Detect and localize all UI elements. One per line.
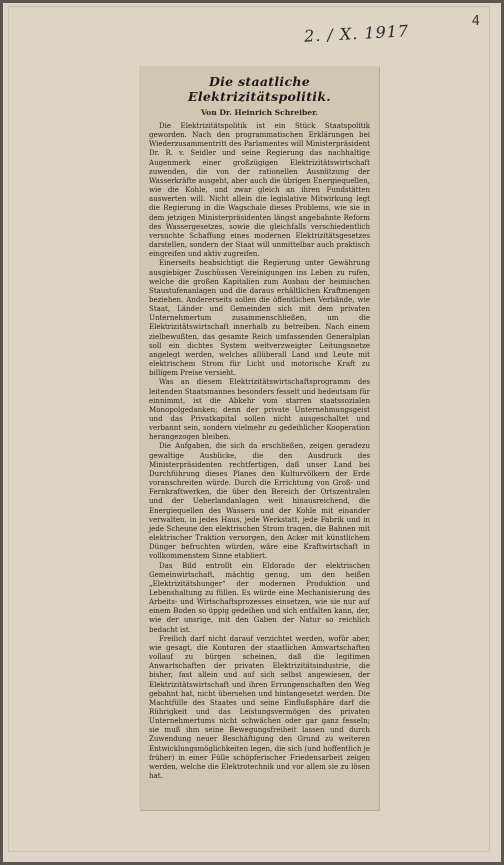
article-paragraph: Das Bild entrollt ein Eldorado der elektrischen Gemeinwirtschaft, mächtig genug, um den heißen „Elektrizitätshunger“ der modernen Produktion und Lebenshaltung zu füllen. Es würde eine Mechanisierung des Arbeits- und Wirtschaftsprozesses einsetzen, wie sie nur auf einem Boden so üppig gedeihen und sich entfalten kann, der, wie der unsrige, mit den Gaben der Natur so reichlich bedacht ist.	[149, 560, 370, 634]
handwritten-date: 2. / X. 1917	[303, 21, 410, 46]
article-paragraph: Freilich darf nicht darauf verzichtet werden, wofür aber, wie gesagt, die Konturen der staatlichen Amwartschaften vollauf zu bürgen scheinen, daß die legitimen Anwartschaften der privaten Elektrizitätsindustrie, die bisher, fast allein und auf sich selbst angewiesen, der Elektrizitätswirtschaft und ihren Errungenschaften den Weg gebahnt hat, nicht übersehen und hintangesetzt werden. Die Machtfülle des Staates und seine Einflußsphäre darf die Rührigkeit und das Leistungsvermögen des privaten Unternehmertums nicht schwächen oder gar ganz fesseln; sie muß ihm seine Bewegungsfreiheit lassen und durch Zuwendung neuer Beschäftigung den Grund zu weiteren Entwicklungsmöglichkeiten legen, die sich (und hoffentlich je früher) in einer Fülle schöpferischer Friedensarbeit zeigen werden, welche die Elektrotechnik und vor allem sie zu lösen hat.	[149, 633, 370, 781]
article-paragraph: Einerseits beabsichtigt die Regierung unter Gewährung ausgiebiger Zuschüssen Vereinigungen ins Leben zu rufen, welche die großen Kapitalien zum Ausbau der heimischen Staustufenanlagen und die daraus erhältlichen Kraftmengen beziehen. Andererseits sollen die öffentlichen Verbände, wie Staat, Länder und Gemeinden sich mit dem privaten Unternehmertum zusammenschließen, um die Elektrizitätswirtschaft innerhalb zu betreiben. Nach einem zielbewußten, das gesamte Reich umfassenden Generalplan soll ein dichtes System weitverzweigter Leitungsnetze angelegt werden, welches allüberall Land und Leute mit elektrischem Strom für Licht und motorische Kraft zu billigem Preise versieht.	[149, 258, 370, 378]
page-number: 4	[471, 14, 480, 29]
article-paragraph: Die Aufgaben, die sich da erschließen, zeigen geradezu gewaltige Ausblicke, die den Ausdruck des Ministerpräsidenten rechtfertigen, daß unser Land bei Durchführung dieses Planes den Kulturvölkern der Erde voranschreiten würde. Durch die Errichtung von Groß- und Fernkraftwerken, die über den Bereich der Ortszentralen und der Ueberlandanlagen weit hinausreichend, die Energiequellen des Wassers und der Kohle mit einander verwalten, in jedes Haus, jede Werkstatt, jede Fabrik und in jede Scheune den elektrischen Strom tragen, die Bahnen mit elektrischer Traktion versorgen, den Acker mit künstlichem Dünger befruchten würden, wäre eine Kraftwirtschaft in vollkommenstem Sinne etabliert.	[149, 441, 370, 561]
article-author: Von Dr. Heinrich Schreiber.	[200, 108, 319, 117]
article-body	[149, 121, 370, 780]
article-title: Die staatliche Elektrizitätspolitik.	[188, 74, 331, 104]
article-paragraph: Was an diesem Elektrizitätswirtschaftsprogramm des leitenden Staatsmannes besonders fesselt und bedeutsam für einnimmt, ist die Abkehr vom starren staatssozialen Monopolgedanken; denn der private Unternehmungsgeist und das Privatkapital sollen nicht ausgeschaltet und verbannt sein, sondern vielmehr zu gedeihlicher Kooperation herangezogen bleiben.	[149, 377, 370, 442]
article-paragraph: Die Elektrizitätspolitik ist ein Stück Staatspolitik geworden. Nach den programmatischen Erklärungen bei Wiederzusammentritt des Parlamentes will Ministerpräsident Dr. R. v. Seidler und seine Regierung das nachhaltige Augenmerk einer großzügigen Elektrizitätswirtschaft zuwenden, die von der rationellen Ausnützung der Wasserkräfte ausgeht, aber auch die übrigen Energiequellen, wie die Kohle, und zwar gleich an ihren Fundstätten auswerten will. Nicht allein die legislative Mitwirkung legt die Regierung in die Wagschale dieses Problems, wie sie in dem jetzigen Ministerpräsidenten längst angebahnte Reform des Wassergesetzes, sowie die gleichfalls verschiedentlich versuchte Schaffung eines modernen Elektrizitätsgesetzes darstellen, sondern der Staat will unmittelbar auch praktisch eingreifen und aktiv zugreifen.	[149, 121, 370, 259]
newspaper-clipping	[139, 66, 379, 810]
